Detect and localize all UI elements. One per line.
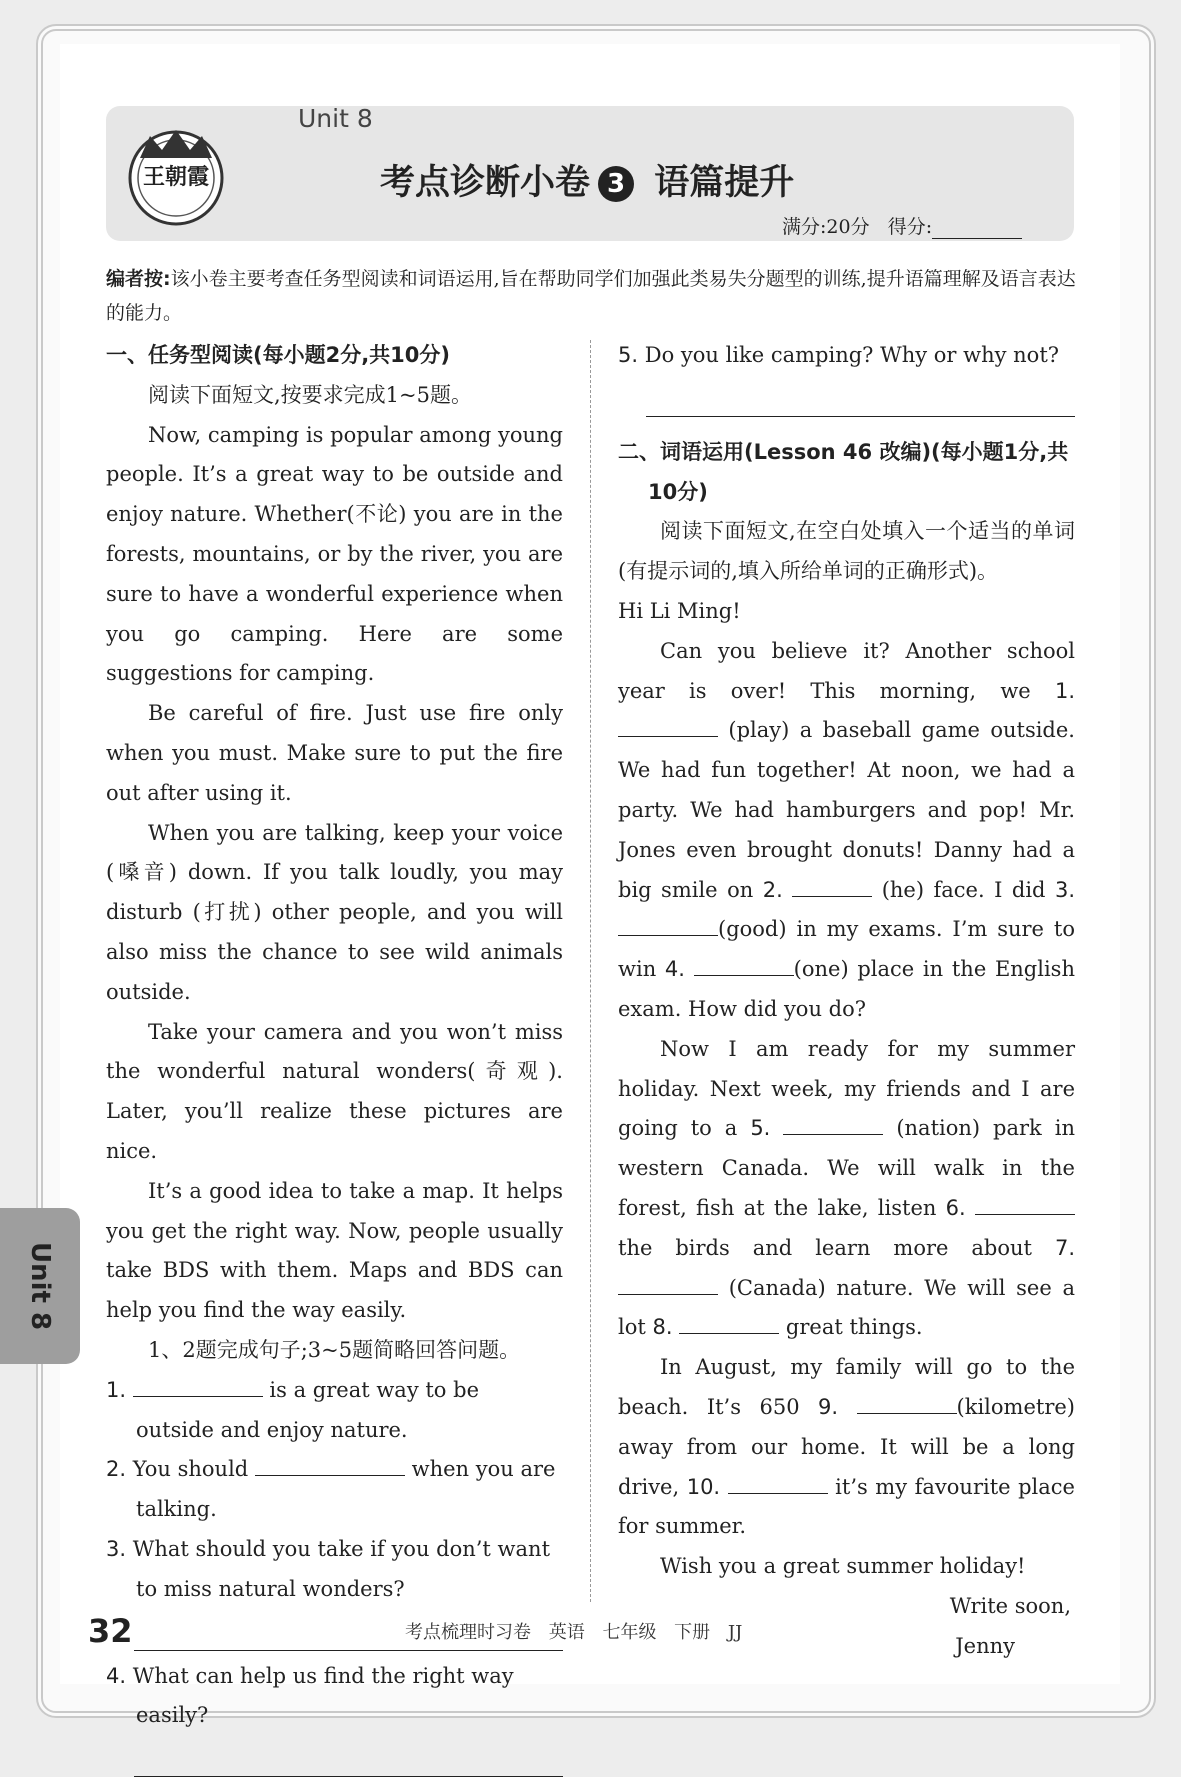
letter-paragraph-3: In August, my family will go to the beach. It’s 650 9. (kilometre) away from our home. It will be a long drive, 10. it’s my favourite place for summer.	[618, 1355, 1075, 1539]
unit-side-tab	[0, 1208, 80, 1364]
passage-paragraph: Take your camera and you won’t miss the wonderful natural wonders(奇观). Later, you’ll realize these pictures are nice.	[106, 1019, 563, 1163]
answer-line-4[interactable]	[134, 1736, 563, 1777]
fill-blank-1[interactable]	[618, 714, 718, 737]
question-5: 5. Do you like camping? Why or why not?	[618, 343, 1060, 367]
title-prefix: 考点诊断小卷	[380, 163, 591, 203]
passage-paragraph: It’s a good idea to take a map. It helps you get the right way. Now, people usually take BDS with them. Maps and BDS can help you find the way easily.	[106, 1178, 563, 1323]
section1-title: 一、任务型阅读(每小题2分,共10分)	[106, 343, 451, 367]
letter-paragraph-1: Can you believe it? Another school year is over! This morning, we 1. (play) a baseball game outside. We had fun together! At noon, we had a party. We had hamburgers and pop! Mr. Jones even brought donuts! Danny had a big smile on 2. (he) face. I did 3. (good) in my exams. I’m sure to win 4. (one) place in the English exam. How did you do?	[618, 638, 1075, 1021]
score-line	[782, 212, 1022, 239]
fill-blank-4[interactable]	[694, 953, 794, 976]
question-4: 4. What can help us find the right way easily?	[106, 1663, 514, 1728]
passage-paragraph: When you are talking, keep your voice (嗓音) down. If you talk loudly, you may disturb (打扰) other people, and you will also miss the chance to see wild animals outside.	[106, 820, 563, 1004]
page-number: 32	[88, 1612, 133, 1650]
answer-blank-2[interactable]	[255, 1453, 405, 1476]
letter-signature: Jenny	[955, 1633, 1015, 1658]
full-score: 满分:20分	[782, 216, 870, 238]
side-tab-label: Unit 8	[25, 1241, 55, 1331]
answer-blank-1[interactable]	[133, 1374, 263, 1397]
note-label: 编者按:	[106, 268, 171, 290]
fill-blank-9[interactable]	[857, 1391, 957, 1414]
footer-text: 考点梳理时习卷 英语 七年级 下册 JJ	[405, 1622, 743, 1643]
fill-blank-6[interactable]	[975, 1192, 1075, 1215]
question-3: 3. What should you take if you don’t want to miss natural wonders?	[106, 1536, 551, 1601]
unit-label: Unit 8	[298, 104, 373, 133]
fill-blank-10[interactable]	[728, 1471, 828, 1494]
fill-blank-7[interactable]	[618, 1272, 718, 1295]
section2-instruction: 阅读下面短文,在空白处填入一个适当的单词(有提示词的,填入所给单词的正确形式)。	[618, 519, 1075, 584]
fill-blank-2[interactable]	[792, 874, 872, 897]
title-suffix: 语篇提升	[654, 163, 795, 203]
note-text: 该小卷主要考查任务型阅读和词语运用,旨在帮助同学们加强此类易失分题型的训练,提升语篇理解及语言表达的能力。	[106, 268, 1076, 324]
letter-paragraph-2: Now I am ready for my summer holiday. Next week, my friends and I are going to a 5. (nation) park in western Canada. We will walk in the forest, fish at the lake, listen 6. the birds and learn more about 7. (Canada) nature. We will see a lot 8. great things.	[618, 1036, 1075, 1340]
column-divider	[590, 340, 591, 1602]
letter-closing: Write soon,	[949, 1593, 1071, 1618]
passage-paragraph: Be careful of fire. Just use fire only when you must. Make sure to put the fire out after using it.	[106, 701, 563, 805]
left-column	[106, 336, 563, 1777]
fill-blank-3[interactable]	[618, 913, 718, 936]
right-column	[618, 336, 1075, 1667]
publisher-logo	[120, 118, 232, 230]
section1-instruction: 阅读下面短文,按要求完成1~5题。	[148, 382, 472, 407]
task-instruction: 1、2题完成句子;3~5题简略回答问题。	[148, 1337, 521, 1362]
editor-note	[106, 262, 1076, 330]
score-blank[interactable]	[932, 220, 1022, 239]
question-1: 1. is a great way to be outside and enjoy nature.	[106, 1371, 563, 1451]
fill-blank-8[interactable]	[679, 1311, 779, 1334]
score-label: 得分:	[887, 216, 933, 238]
page-title	[380, 155, 794, 205]
svg-text:王朝霞: 王朝霞	[142, 164, 210, 190]
question-2: 2. You should when you are talking.	[106, 1450, 563, 1530]
answer-line-5[interactable]	[646, 376, 1075, 417]
title-number: 3	[598, 166, 634, 202]
letter-paragraph-4: Wish you a great summer holiday!	[660, 1554, 1026, 1579]
letter-greeting: Hi Li Ming!	[618, 598, 741, 623]
passage-paragraph: Now, camping is popular among young people. It’s a great way to be outside and enjoy nature. Whether(不论) you are in the forests, mountains, or by the river, you are sure to have a wonderful experience when you go camping. Here are some suggestions for camping.	[106, 422, 563, 686]
section2-title: 二、词语运用(Lesson 46 改编)(每小题1分,共10分)	[618, 439, 1069, 504]
fill-blank-5[interactable]	[783, 1112, 883, 1135]
